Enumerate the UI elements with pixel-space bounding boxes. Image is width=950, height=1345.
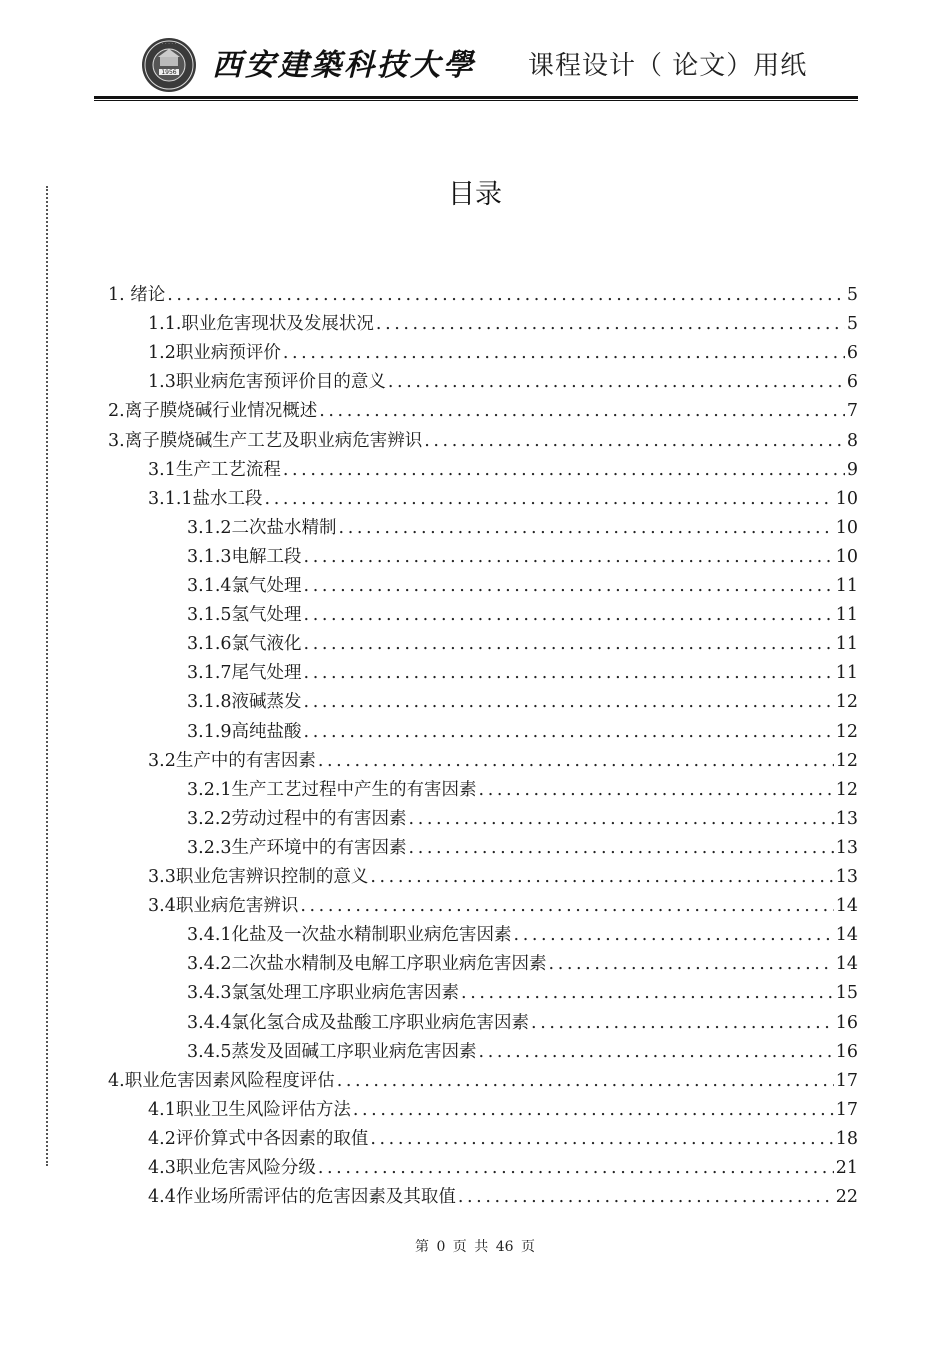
toc-entry[interactable] [187, 834, 858, 863]
toc-entry-label: 2.离子膜烧碱行业情况概述 [108, 401, 318, 421]
university-name: 西安建築科技大學 [212, 48, 476, 83]
toc-entry-label: 3.1.2二次盐水精制 [187, 518, 337, 538]
toc-entry-page: 17 [835, 1100, 858, 1120]
toc-entry-label: 4.4作业场所需评估的危害因素及其取值 [148, 1187, 456, 1207]
toc-entry[interactable] [148, 339, 858, 368]
header-rule-thin [94, 100, 858, 101]
toc-entry[interactable] [148, 1183, 858, 1212]
toc-entry-page: 5 [846, 285, 858, 305]
toc-entry-label: 3.2.2劳动过程中的有害因素 [187, 809, 407, 829]
toc-entry-label: 3.2生产中的有害因素 [148, 751, 316, 771]
toc-dot-leader [461, 979, 834, 1008]
toc-entry[interactable] [148, 863, 858, 892]
toc-entry-page: 12 [835, 751, 858, 771]
toc-entry-page: 14 [835, 954, 858, 974]
toc-entry[interactable] [187, 543, 858, 572]
toc-entry-page: 10 [835, 489, 858, 509]
toc-entry[interactable] [148, 1096, 858, 1125]
toc-dot-leader [458, 1183, 834, 1212]
toc-entry[interactable] [148, 747, 858, 776]
page-title: 目录 [448, 179, 502, 210]
toc-dot-leader [304, 659, 834, 688]
toc-entry-label: 3.离子膜烧碱生产工艺及职业病危害辨识 [108, 431, 423, 451]
toc-entry-label: 1. 绪论 [108, 285, 166, 305]
toc-entry[interactable] [108, 427, 858, 456]
header-rule-thick [94, 96, 858, 99]
toc-entry-page: 5 [846, 314, 858, 334]
toc-entry-page: 7 [846, 401, 858, 421]
toc-entry-label: 3.4.1化盐及一次盐水精制职业病危害因素 [187, 925, 512, 945]
toc-dot-leader [304, 718, 834, 747]
toc-entry-label: 3.3职业危害辨识控制的意义 [148, 867, 369, 887]
toc-entry[interactable] [108, 397, 858, 426]
toc-entry-page: 6 [846, 343, 858, 363]
toc-entry-label: 3.4.3氯氢处理工序职业病危害因素 [187, 983, 460, 1003]
toc-entry-label: 3.1生产工艺流程 [148, 460, 281, 480]
toc-dot-leader [479, 1038, 834, 1067]
toc-entry-label: 3.1.3电解工段 [187, 547, 302, 567]
toc-dot-leader [319, 397, 845, 426]
toc-entry[interactable] [187, 659, 858, 688]
toc-entry-page: 15 [835, 983, 858, 1003]
toc-entry[interactable] [187, 950, 858, 979]
toc-dot-leader [304, 601, 834, 630]
toc-dot-leader [424, 427, 845, 456]
toc-dot-leader [300, 892, 833, 921]
toc-entry-label: 3.1.7尾气处理 [187, 663, 302, 683]
toc-dot-leader [318, 747, 834, 776]
toc-entry-label: 3.1.9高纯盐酸 [187, 722, 302, 742]
toc-entry[interactable] [187, 718, 858, 747]
toc-dot-leader [370, 1125, 833, 1154]
binding-dotted-line [46, 186, 48, 1166]
toc-entry-page: 11 [835, 576, 858, 596]
toc-entry[interactable] [148, 892, 858, 921]
toc-entry[interactable] [148, 310, 858, 339]
toc-entry[interactable] [187, 514, 858, 543]
toc-entry-label: 4.职业危害因素风险程度评估 [108, 1071, 335, 1091]
toc-entry[interactable] [187, 805, 858, 834]
paper-type-label: 课程设计（ 论文）用纸 [528, 51, 808, 81]
toc-dot-leader [304, 572, 834, 601]
toc-entry-label: 1.1.职业危害现状及发展状况 [148, 314, 374, 334]
toc-entry[interactable] [187, 776, 858, 805]
toc-dot-leader [514, 921, 834, 950]
toc-entry[interactable] [148, 368, 858, 397]
toc-entry-label: 3.2.3生产环境中的有害因素 [187, 838, 407, 858]
toc-entry-label: 4.2评价算式中各因素的取值 [148, 1129, 369, 1149]
toc-dot-leader [370, 863, 833, 892]
toc-entry-label: 3.1.6氯气液化 [187, 634, 302, 654]
toc-entry[interactable] [187, 979, 858, 1008]
toc-entry-label: 3.1.5氢气处理 [187, 605, 302, 625]
toc-dot-leader [409, 834, 834, 863]
toc-entry-page: 6 [846, 372, 858, 392]
toc-dot-leader [339, 514, 834, 543]
toc-entry-page: 11 [835, 605, 858, 625]
toc-entry-label: 3.4职业病危害辨识 [148, 896, 299, 916]
toc-entry[interactable] [187, 630, 858, 659]
toc-dot-leader [337, 1067, 834, 1096]
toc-dot-leader [283, 456, 845, 485]
toc-dot-leader [265, 485, 834, 514]
toc-entry[interactable] [187, 1038, 858, 1067]
toc-dot-leader [304, 630, 834, 659]
toc-entry[interactable] [187, 601, 858, 630]
toc-entry[interactable] [108, 281, 858, 310]
toc-dot-leader [304, 688, 834, 717]
toc-entry-page: 14 [835, 896, 858, 916]
toc-dot-leader [283, 339, 845, 368]
toc-dot-leader [531, 1009, 834, 1038]
toc-entry-page: 14 [835, 925, 858, 945]
toc-entry[interactable] [187, 572, 858, 601]
toc-entry-page: 10 [835, 547, 858, 567]
toc-entry-page: 17 [835, 1071, 858, 1091]
toc-entry-label: 3.1.4氯气处理 [187, 576, 302, 596]
toc-entry-page: 13 [835, 867, 858, 887]
toc-entry-label: 3.4.2二次盐水精制及电解工序职业病危害因素 [187, 954, 547, 974]
toc-entry[interactable] [148, 485, 858, 514]
page-footer: 第 0 页 共 46 页 [415, 1239, 535, 1255]
toc-dot-leader [304, 543, 834, 572]
toc-entry-page: 13 [835, 838, 858, 858]
toc-dot-leader [388, 368, 845, 397]
toc-entry-label: 1.3职业病危害预评价目的意义 [148, 372, 386, 392]
toc-entry-label: 1.2职业病预评价 [148, 343, 281, 363]
university-seal-icon [140, 36, 198, 94]
page-header [0, 0, 950, 100]
toc-entry[interactable] [187, 1009, 858, 1038]
toc-entry-page: 18 [835, 1129, 858, 1149]
svg-text:· · · · · · ·: · · · · · · · [158, 41, 180, 47]
toc-entry-page: 21 [835, 1158, 858, 1178]
toc-entry-page: 8 [846, 431, 858, 451]
toc-dot-leader [376, 310, 845, 339]
toc-entry-page: 13 [835, 809, 858, 829]
toc-dot-leader [318, 1154, 834, 1183]
toc-entry-page: 22 [835, 1187, 858, 1207]
toc-entry-page: 11 [835, 663, 858, 683]
toc-entry[interactable] [148, 1125, 858, 1154]
toc-entry-label: 4.1职业卫生风险评估方法 [148, 1100, 351, 1120]
toc-dot-leader [353, 1096, 834, 1125]
toc-entry-page: 12 [835, 692, 858, 712]
toc-entry-label: 3.1.1盐水工段 [148, 489, 263, 509]
toc-dot-leader [167, 281, 845, 310]
toc-entry-page: 9 [846, 460, 858, 480]
toc-entry[interactable] [187, 921, 858, 950]
toc-entry[interactable] [148, 1154, 858, 1183]
toc-entry-page: 12 [835, 780, 858, 800]
seal-year: 1956 [161, 69, 177, 76]
toc-entry-label: 3.2.1生产工艺过程中产生的有害因素 [187, 780, 477, 800]
toc-entry[interactable] [187, 688, 858, 717]
toc-entry-page: 11 [835, 634, 858, 654]
toc-entry-page: 10 [835, 518, 858, 538]
toc-dot-leader [479, 776, 834, 805]
toc-entry[interactable] [148, 456, 858, 485]
toc-entry-label: 3.4.5蒸发及固碱工序职业病危害因素 [187, 1042, 477, 1062]
toc-dot-leader [409, 805, 834, 834]
toc-dot-leader [549, 950, 834, 979]
toc-entry-label: 4.3职业危害风险分级 [148, 1158, 316, 1178]
toc-entry-page: 12 [835, 722, 858, 742]
toc-entry-label: 3.1.8液碱蒸发 [187, 692, 302, 712]
toc-entry-page: 16 [835, 1013, 858, 1033]
toc-entry-label: 3.4.4氯化氢合成及盐酸工序职业病危害因素 [187, 1013, 530, 1033]
toc-entry[interactable] [108, 1067, 858, 1096]
toc-entry-page: 16 [835, 1042, 858, 1062]
